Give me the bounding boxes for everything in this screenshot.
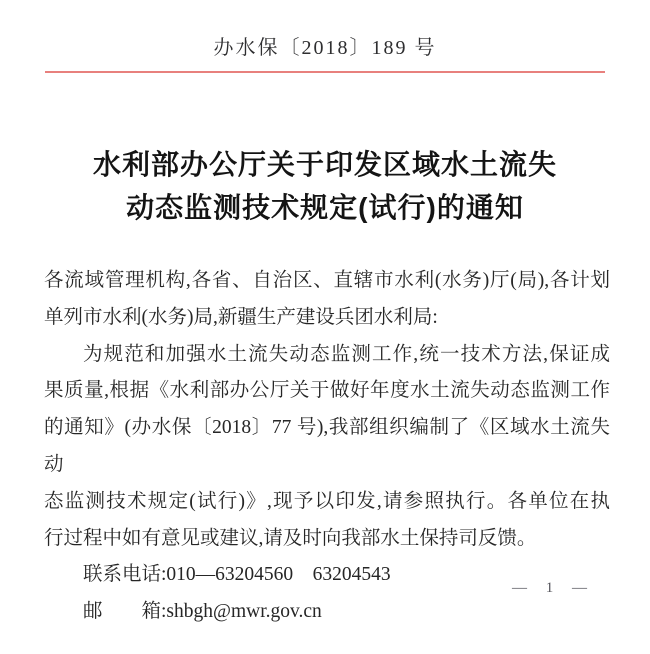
contact-phone: 联系电话:010—63204560 63204543 xyxy=(83,564,391,586)
document-body xyxy=(44,263,610,631)
title-line-2: 动态监测技术规定(试行)的通知 xyxy=(126,192,524,223)
page-number: — 1 — xyxy=(512,580,590,596)
title-line-1: 水利部办公厅关于印发区域水土流失 xyxy=(92,149,557,180)
recipient-line: 各流域管理机构,各省、自治区、直辖市水利(水务)厅(局),各计划 xyxy=(44,270,610,291)
paragraph-line: 行过程中如有意见或建议,请及时向我部水土保持司反馈。 xyxy=(44,527,537,549)
paragraph-line: 为规范和加强水土流失动态监测工作,统一技术方法,保证成 xyxy=(83,343,610,365)
document-title xyxy=(10,143,640,229)
paragraph-line: 态监测技术规定(试行)》,现予以印发,请参照执行。各单位在执 xyxy=(44,490,610,512)
paragraph-line: 的通知》(办水保〔2018〕77 号),我部组织编制了《区域水土流失动 xyxy=(44,417,610,475)
contact-email: 邮 箱:shbgh@mwr.gov.cn xyxy=(83,601,322,623)
paragraph-line: 果质量,根据《水利部办公厅关于做好年度水土流失动态监测工作 xyxy=(44,380,610,402)
red-divider-line xyxy=(45,71,605,73)
recipient-line: 单列市水利(水务)局,新疆生产建设兵团水利局: xyxy=(44,306,438,328)
doc-number: 办水保〔2018〕189 号 xyxy=(213,37,437,59)
